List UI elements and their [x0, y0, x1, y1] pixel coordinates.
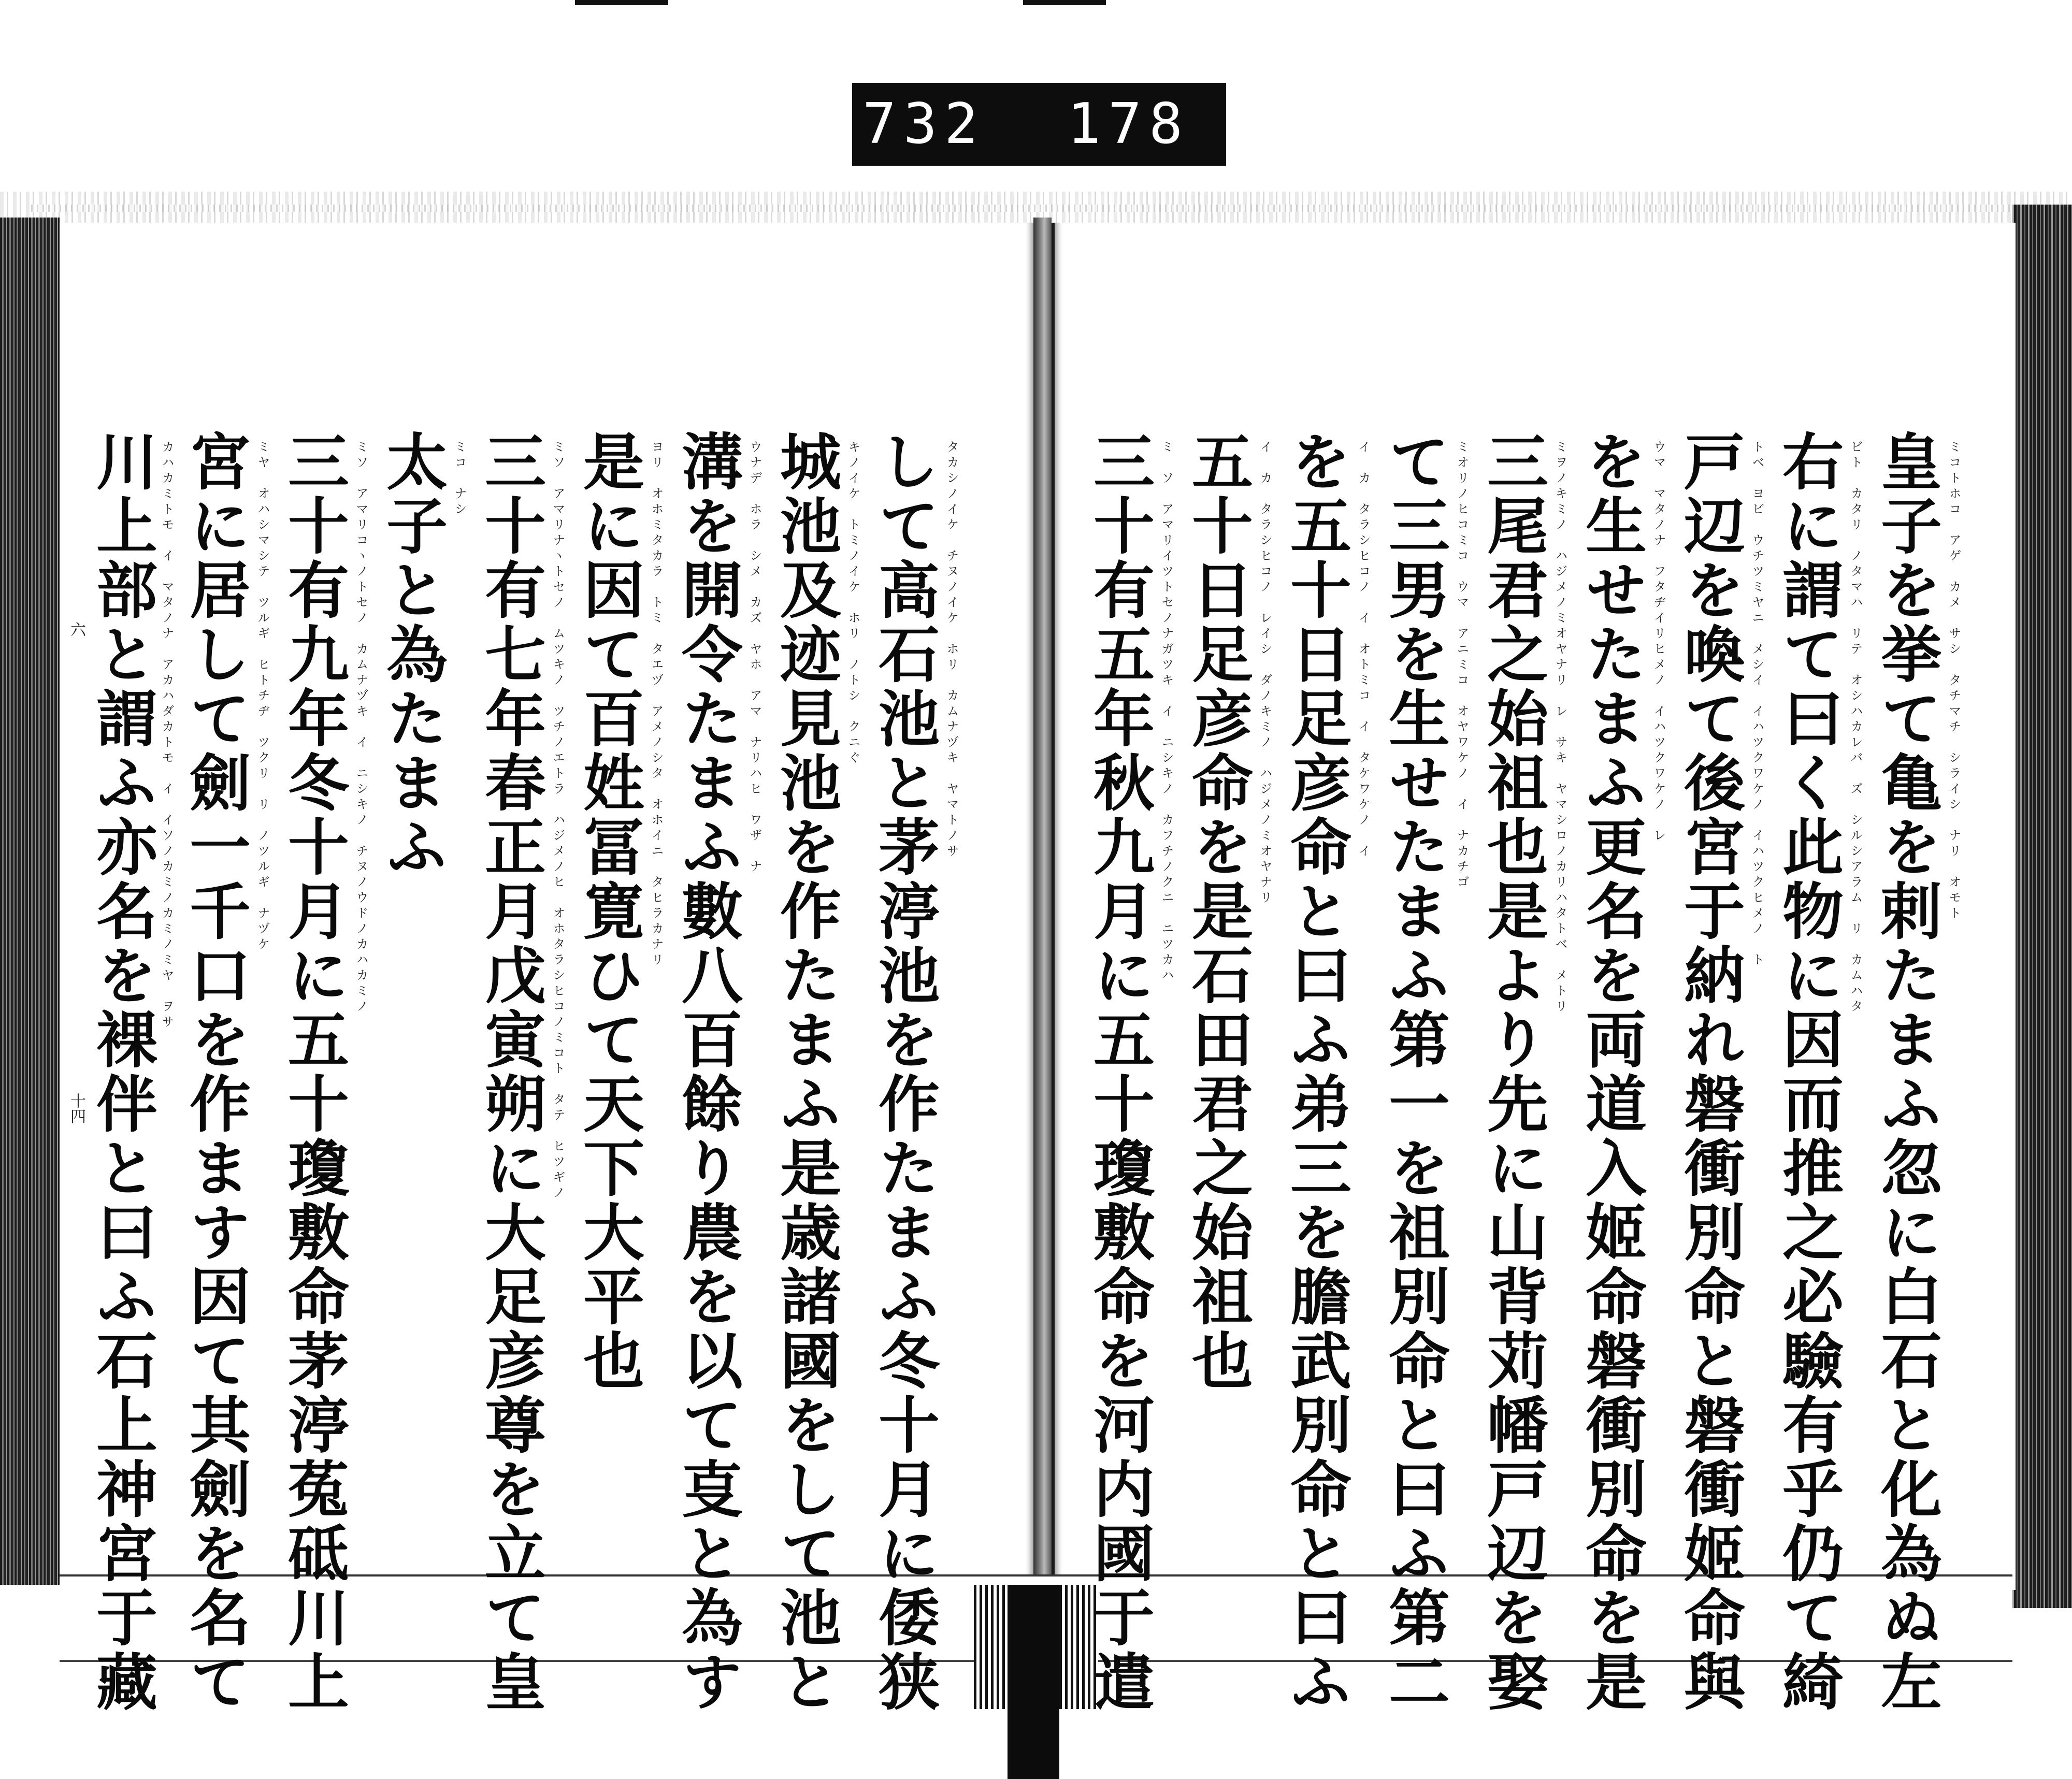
- left-text-column-5: 三十有七年春正月戊寅朔に大足彦尊を立て皇: [474, 430, 546, 1714]
- left-text-column-2: 城池及迹見池を作たまふ是歳諸國をして池と: [770, 430, 842, 1714]
- left-text-column-3: 溝を開令たまふ數八百餘り農を以て㕝と為す: [671, 430, 743, 1714]
- top-strip-left: [575, 0, 668, 5]
- right-text-column-8: 五十日足彦命を是石田君之始祖也: [1182, 430, 1254, 1393]
- right-text-column-1: 皇子を挙て亀を剌たまふ忽に白石と化為ぬ左: [1870, 430, 1942, 1714]
- right-text-column-9: 三十有五年秋九月に五十瓊敷命を河内國于遣: [1083, 430, 1155, 1714]
- book-gutter: [1033, 218, 1052, 1595]
- right-ruby-column-2: ビト カタリ ノタマハ リテ オシハカレバ ズ シルシアラム リ カムハタ: [1848, 440, 1863, 1015]
- frame-number-label: 732 178: [852, 83, 1226, 166]
- left-ruby-column-6: ミコ ナシ: [452, 440, 467, 518]
- left-ruby-column-2: キノイケ トミノイケ ホリ ノトシ クニぐ: [846, 440, 860, 766]
- left-text-column-7: 三十有九年冬十月に五十瓊敷命茅渟菟砥川上: [278, 430, 350, 1714]
- right-text-column-2: 右に謂て曰く此物に因而推之必驗有乎仍て綺: [1772, 430, 1844, 1714]
- spine-block: [1008, 1585, 1059, 1779]
- book-edge-right: [2012, 205, 2072, 1608]
- right-text-column-5: 三尾君之始祖也是より先に山背苅幡戸辺を娶: [1477, 430, 1549, 1714]
- right-ruby-column-7: イ カ タラシヒコノ イ オトミコ イ タケワケノ イ: [1356, 440, 1371, 860]
- left-ruby-column-7: ミソ アマリコヽノトセノ カムナヅキ イ ニシキノ チヌノウドノカハカミノ: [354, 440, 368, 1015]
- margin-mark-6: 六: [67, 621, 85, 637]
- left-ruby-column-1: タカシノイケ チヌノイケ ホリ カムナヅキ ヤマトノサ: [944, 440, 959, 860]
- left-ruby-column-9: カハカミトモ イ マタノナ アカハダカトモ イ イソノカミノカミノミヤ ヲサ: [160, 440, 174, 1031]
- right-ruby-column-3: トベ ヨビ ウチツミヤニ メシイ イハツクワケノ イハツクヒメノ ト: [1750, 440, 1764, 968]
- left-text-column-8: 宮に居して劍一千口を作ます因て其劍を名て: [179, 430, 251, 1714]
- right-ruby-column-4: ウマ マタノナ フタヂイリヒメノ イハツクワケノ レ: [1651, 440, 1666, 844]
- right-ruby-column-9: ミ ソ アマリイツトセノナガツキ イ ニシキノ カフチノクニ ニツカハ: [1159, 440, 1174, 984]
- left-ruby-column-3: ウナデ ホラ シメ カズ ヤホ アマ ナリハヒ ワザ ナ: [747, 440, 762, 875]
- top-strip-right: [1023, 0, 1106, 5]
- spine-strip-left: [974, 1585, 1008, 1709]
- left-text-column-4: 是に因て百姓冨寛ひて天下大平也: [573, 430, 645, 1393]
- left-text-column-1: して高石池と茅渟池を作たまふ冬十月に倭狭: [868, 430, 940, 1714]
- right-ruby-column-5: ミヲノキミノ ハジメノミオヤナリ レ サキ ヤマシロノカリハタトベ メトリ: [1553, 440, 1567, 1015]
- right-text-column-7: を五十日足彦命と曰ふ弟三を膽武別命と曰ふ: [1280, 430, 1352, 1714]
- left-ruby-column-8: ミヤ オハシマシテ ツルギ ヒトチヂ ツクリ リ ノツルギ ナヅケ: [255, 440, 270, 953]
- right-text-column-3: 戸辺を喚て後宮于納れ磐衝別命と磐衝姬命與: [1674, 430, 1746, 1714]
- right-ruby-column-8: イ カ タラシヒコノ レイシ ダノキミノ ハジメノミオヤナリ: [1258, 440, 1272, 906]
- book-edge-left: [0, 218, 60, 1585]
- left-text-column-6: 太子と為たまふ: [376, 430, 448, 879]
- left-text-column-9: 川上部と謂ふ亦名を裸伴と曰ふ石上神宮于藏: [86, 430, 158, 1714]
- scan-noise-band-2: [31, 205, 2041, 212]
- left-ruby-column-4: ヨリ オホミタカラ トミ タエヅ アメノシタ オホイニ タヒラカナリ: [649, 440, 664, 968]
- right-ruby-column-1: ミコトホコ アゲ カメ サシ タチマチ シライシ ナリ オモト: [1947, 440, 1961, 922]
- right-text-column-6: て三男を生せたまふ第一を祖別命と曰ふ第二: [1378, 430, 1450, 1714]
- right-ruby-column-6: ミオリノヒコミコ ウマ アニミコ オヤワケノ イ ナカチゴ: [1455, 440, 1469, 891]
- right-text-column-4: を生せたまふ更名を両道入姬命磐衝別命を是: [1575, 430, 1647, 1714]
- margin-mark-14: 十四: [67, 1093, 85, 1124]
- left-ruby-column-5: ミソ アマリナヽトセノ ムツキノ ツチノエトラ ハジメノヒ オホタラシヒコノミコト タテ ヒツギノ: [551, 440, 565, 1202]
